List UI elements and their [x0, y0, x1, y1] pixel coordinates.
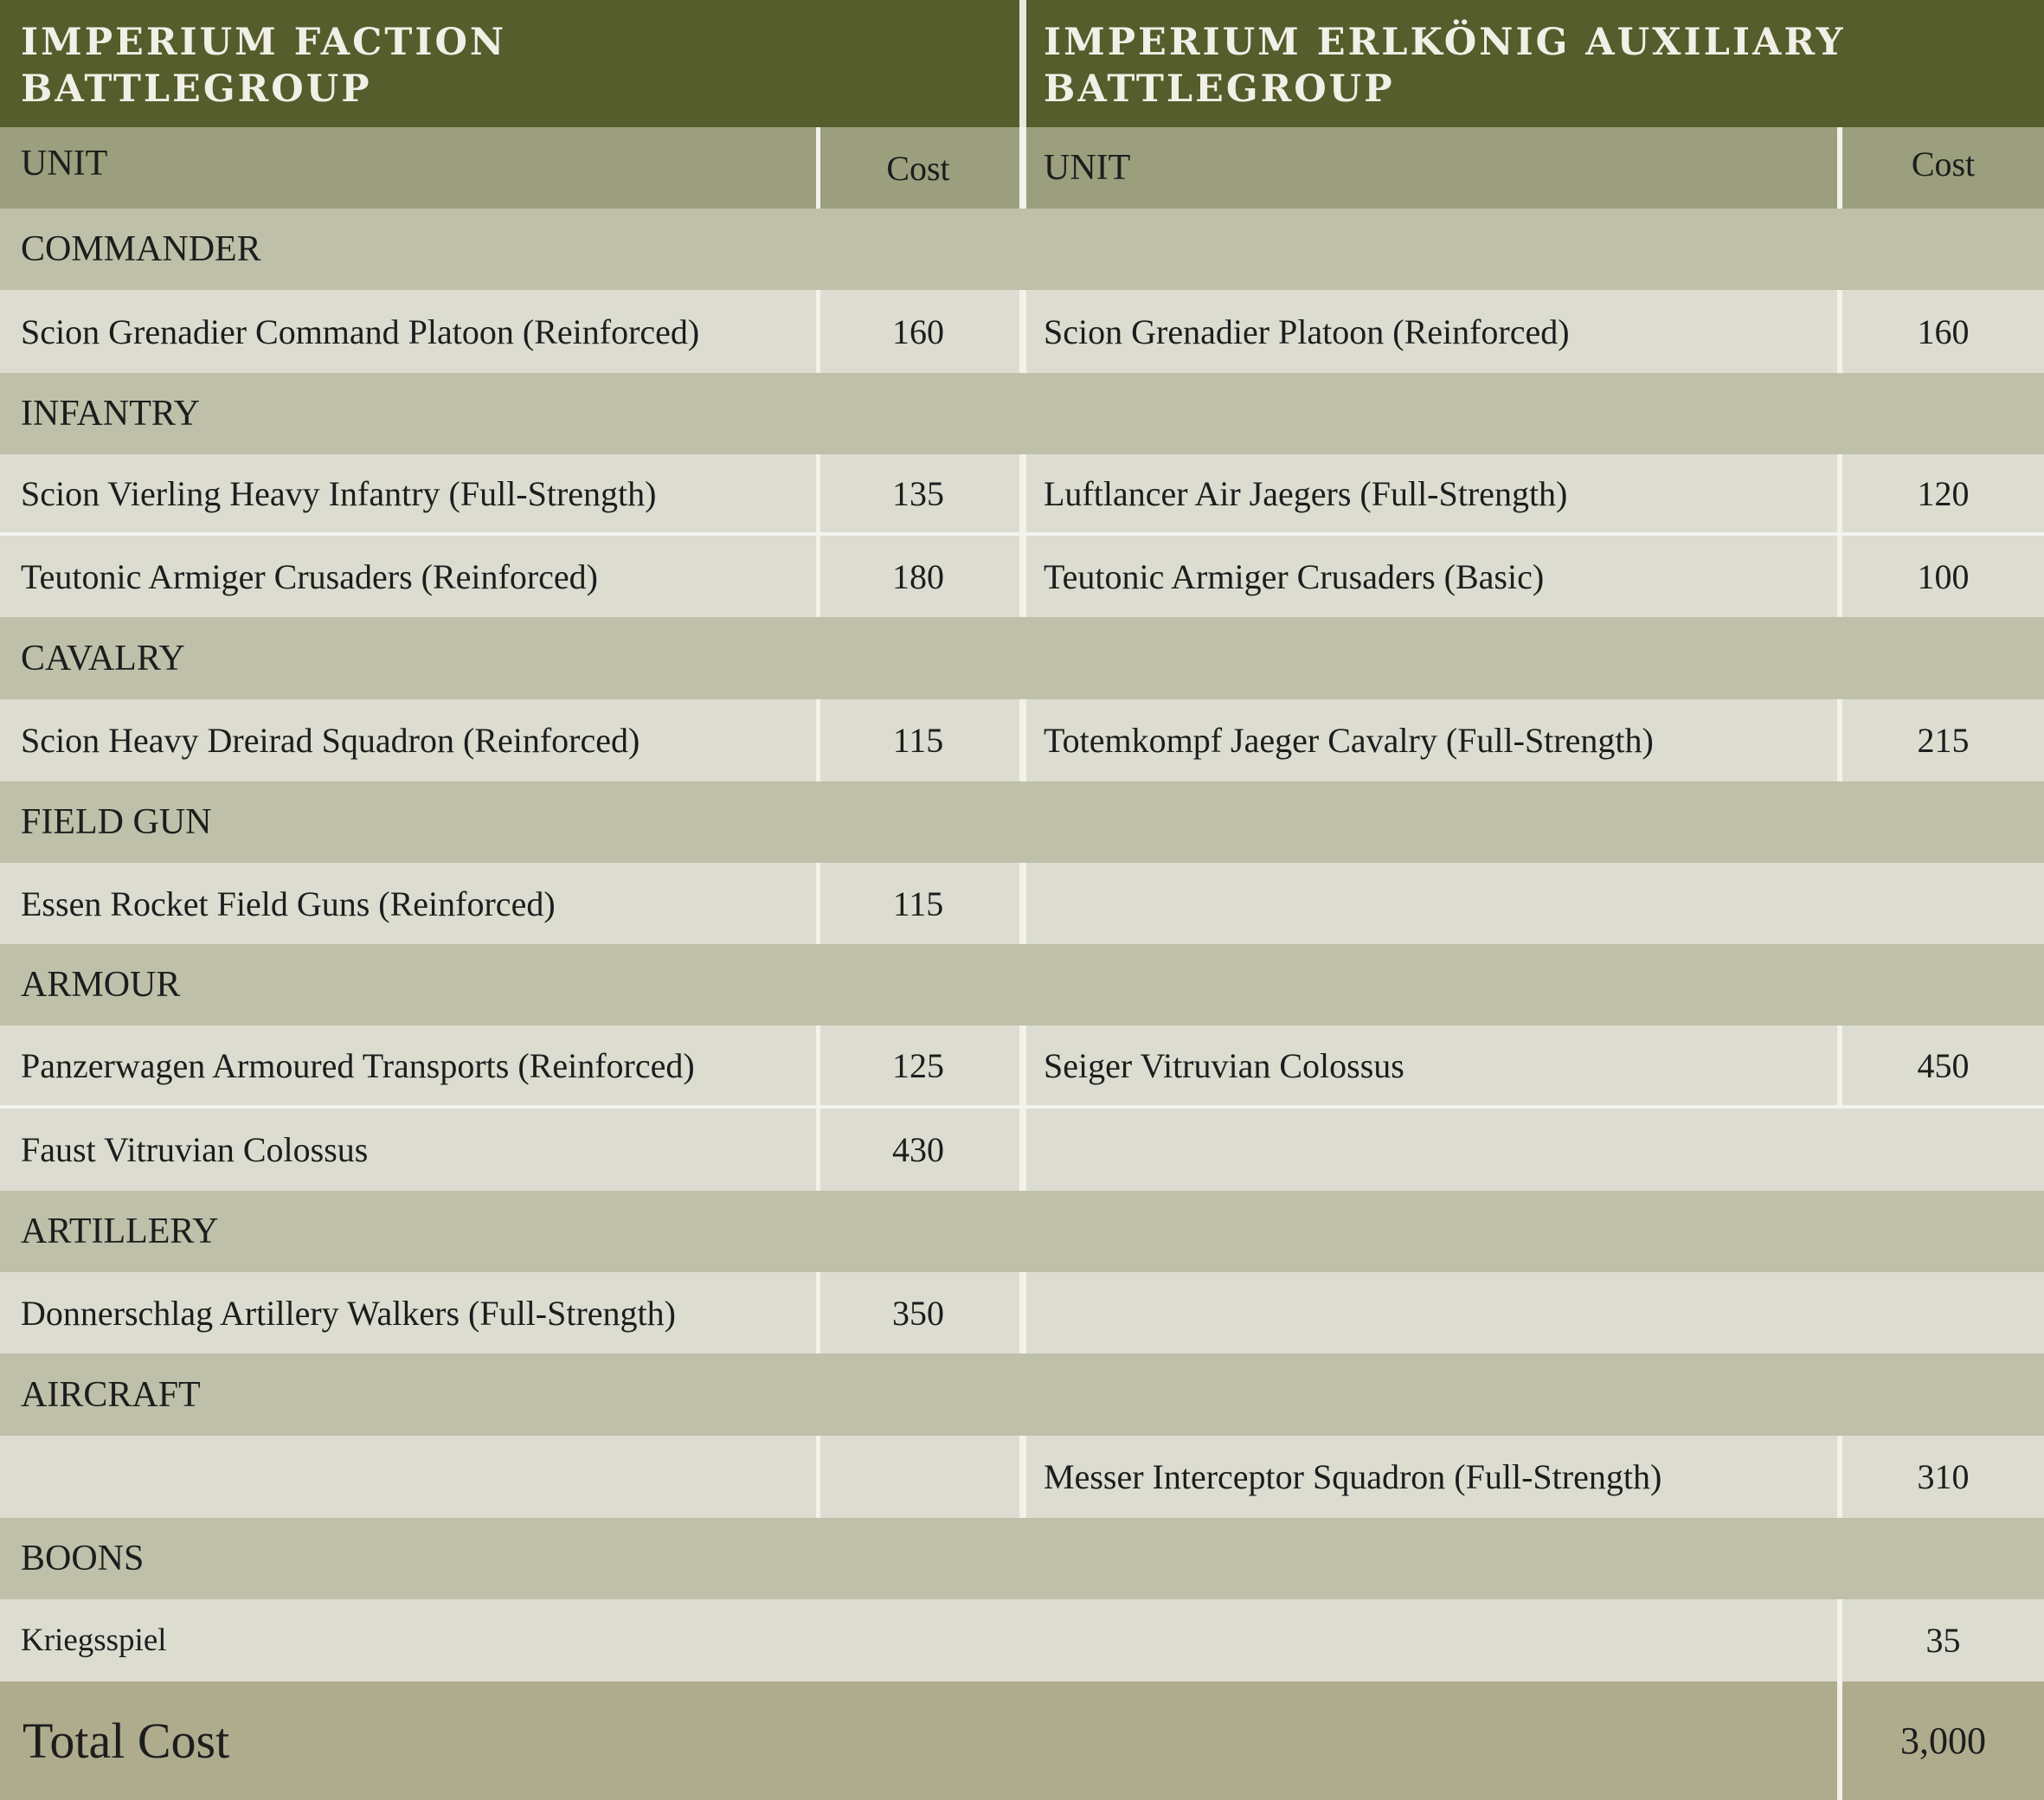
unit-cost: 160 [1917, 312, 1970, 351]
category-label: COMMANDER [21, 229, 261, 269]
cost-cell [820, 1025, 1017, 1105]
total-row [0, 1681, 2044, 1800]
cost-cell [1842, 699, 2044, 781]
unit-cost: 180 [892, 556, 944, 596]
cost-cell [1842, 1599, 2044, 1681]
cost-cell [1842, 454, 2044, 532]
table-row [0, 1272, 2044, 1353]
cost-cell [820, 1436, 1017, 1518]
right-cost-header: Cost [1911, 144, 1976, 183]
cost-cell [1842, 1272, 2044, 1353]
table-row [0, 454, 2044, 536]
category-row-infantry [0, 373, 2044, 454]
left-battlegroup-title-cell [0, 0, 1019, 127]
unit-name: Kriegsspiel [21, 1623, 167, 1658]
unit-cost: 120 [1917, 473, 1970, 513]
title-bar [0, 0, 2044, 127]
category-label: FIELD GUN [21, 802, 212, 842]
unit-cell [1026, 290, 1839, 373]
unit-cell [0, 1599, 1837, 1681]
unit-name: Donnerschlag Artillery Walkers (Full-Strength) [21, 1293, 676, 1333]
total-value: 3,000 [1900, 1720, 1986, 1762]
unit-cell [0, 454, 816, 532]
unit-cost: 115 [892, 884, 944, 923]
unit-cost: 450 [1917, 1045, 1970, 1085]
table-row [0, 1025, 2044, 1109]
left-cost-header-cell [820, 127, 1017, 209]
right-unit-header: UNIT [1044, 148, 1131, 188]
unit-cost: 215 [1917, 721, 1970, 760]
unit-cost: 160 [892, 312, 944, 351]
category-row-aircraft [0, 1353, 2044, 1436]
category-label: AIRCRAFT [21, 1374, 201, 1415]
unit-cell [1026, 1272, 1839, 1353]
category-label-cell [0, 1353, 779, 1436]
unit-cell [1026, 1025, 1839, 1105]
unit-cost: 135 [892, 473, 944, 513]
category-row-cavalry [0, 617, 2044, 699]
category-label-cell [0, 617, 779, 699]
cost-cell [820, 290, 1017, 373]
left-battlegroup-title: IMPERIUM FACTION BATTLEGROUP [21, 21, 507, 111]
cost-cell [1842, 1436, 2044, 1518]
table-row [0, 1109, 2044, 1191]
total-label-cell [0, 1681, 1837, 1800]
left-cost-header: Cost [886, 148, 950, 188]
right-cost-header-cell [1842, 127, 2044, 209]
unit-cell [0, 1025, 816, 1105]
left-unit-header-cell [0, 127, 816, 209]
left-unit-header: UNIT [21, 144, 108, 183]
cost-cell [1842, 1025, 2044, 1105]
category-row-field-gun [0, 781, 2044, 863]
category-label: ARMOUR [21, 965, 181, 1005]
table-row [0, 536, 2044, 617]
unit-cell [1026, 454, 1839, 532]
unit-cell [0, 1272, 816, 1353]
table-row [0, 1599, 2044, 1681]
unit-name: Scion Heavy Dreirad Squadron (Reinforced) [21, 721, 640, 760]
unit-cell [1026, 699, 1839, 781]
unit-cell [0, 863, 816, 944]
column-divider [1019, 1272, 1026, 1353]
column-divider [1019, 0, 1026, 127]
category-label-cell [0, 1518, 779, 1599]
column-divider [1019, 1109, 1026, 1191]
cost-cell [1842, 290, 2044, 373]
unit-cell [0, 699, 816, 781]
category-label: BOONS [21, 1539, 145, 1578]
unit-cell [0, 536, 816, 617]
cost-cell [1842, 1109, 2044, 1191]
cost-cell [820, 699, 1017, 781]
unit-cost: 430 [892, 1130, 944, 1169]
column-divider [1019, 127, 1026, 209]
unit-cell [0, 290, 816, 373]
unit-cell [1026, 863, 1839, 944]
column-divider [1019, 536, 1026, 617]
column-divider [1019, 1436, 1026, 1518]
unit-name: Teutonic Armiger Crusaders (Basic) [1044, 556, 1545, 596]
cost-cell [820, 863, 1017, 944]
unit-cost: 35 [1925, 1621, 1961, 1660]
category-label: CAVALRY [21, 638, 185, 678]
unit-cost: 115 [892, 721, 944, 760]
unit-name: Panzerwagen Armoured Transports (Reinforced) [21, 1045, 695, 1085]
column-divider [1019, 290, 1026, 373]
unit-cell [1026, 1436, 1839, 1518]
table-row [0, 699, 2044, 781]
cost-cell [820, 1272, 1017, 1353]
category-row-artillery [0, 1191, 2044, 1272]
cost-cell [820, 536, 1017, 617]
unit-name: Messer Interceptor Squadron (Full-Strength) [1044, 1457, 1662, 1496]
category-label-cell [0, 781, 779, 863]
unit-cost: 100 [1917, 556, 1970, 596]
cost-cell [1842, 863, 2044, 944]
total-label: Total Cost [22, 1713, 230, 1769]
unit-cell [0, 1109, 816, 1191]
unit-name: Essen Rocket Field Guns (Reinforced) [21, 884, 556, 923]
unit-name: Scion Vierling Heavy Infantry (Full-Strength) [21, 473, 657, 513]
unit-name: Seiger Vitruvian Colossus [1044, 1045, 1404, 1085]
column-divider [1019, 454, 1026, 532]
unit-cell [1026, 536, 1839, 617]
category-row-armour [0, 944, 2044, 1025]
category-row-boons [0, 1518, 2044, 1599]
right-battlegroup-title-cell [1026, 0, 2044, 127]
table-row [0, 290, 2044, 373]
column-divider [1019, 699, 1026, 781]
column-header-row [0, 127, 2044, 209]
unit-cost: 310 [1917, 1457, 1970, 1496]
table-row [0, 863, 2044, 944]
table-row [0, 1436, 2044, 1518]
unit-name: Luftlancer Air Jaegers (Full-Strength) [1044, 473, 1568, 513]
unit-name: Teutonic Armiger Crusaders (Reinforced) [21, 556, 598, 596]
category-label-cell [0, 944, 779, 1025]
category-label-cell [0, 373, 779, 454]
total-value-cell [1842, 1681, 2044, 1800]
category-label: INFANTRY [21, 394, 200, 434]
right-battlegroup-title: IMPERIUM ERLKÖNIG AUXILIARY BATTLEGROUP [1044, 21, 1846, 111]
cost-cell [820, 1109, 1017, 1191]
unit-name: Totemkompf Jaeger Cavalry (Full-Strength) [1044, 721, 1654, 760]
cost-cell [1842, 536, 2044, 617]
cost-cell [820, 454, 1017, 532]
column-divider [1019, 1025, 1026, 1105]
unit-cost: 350 [892, 1293, 944, 1333]
right-unit-header-cell [1026, 127, 1839, 209]
category-label: ARTILLERY [21, 1212, 219, 1251]
unit-cell [0, 1436, 816, 1518]
category-label-cell [0, 209, 779, 290]
unit-name: Scion Grenadier Command Platoon (Reinforced) [21, 312, 700, 351]
unit-name: Faust Vitruvian Colossus [21, 1130, 369, 1169]
unit-name: Scion Grenadier Platoon (Reinforced) [1044, 312, 1570, 351]
column-divider [1019, 863, 1026, 944]
unit-cost: 125 [892, 1045, 944, 1085]
category-label-cell [0, 1191, 779, 1272]
unit-cell [1026, 1109, 1839, 1191]
category-row-commander [0, 209, 2044, 290]
